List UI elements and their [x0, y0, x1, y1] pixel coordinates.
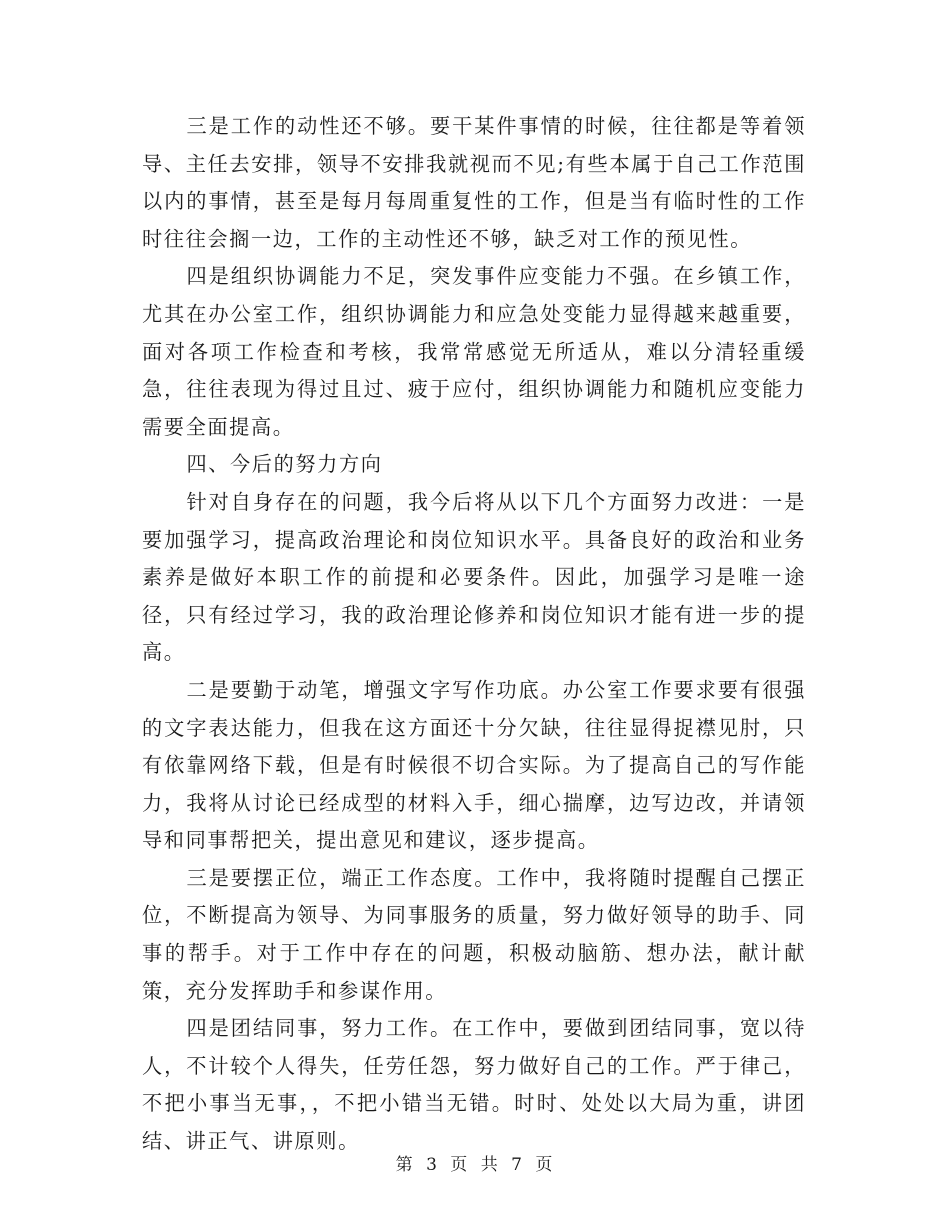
footer-label-total-unit: 页 [535, 1155, 555, 1175]
page-footer [0, 1150, 950, 1175]
paragraph-2: 四是组织协调能力不足，突发事件应变能力不强。在乡镇工作，尤其在办公室工作，组织协调能力和应急处变能力显得越来越重要，面对各项工作检查和考核，我常常感觉无所适从，难以分清轻重缓急，往往表现为得过且过、疲于应付，组织协调能力和随机应变能力需要全面提高。 [142, 264, 806, 439]
paragraph-5: 三是要摆正位，端正工作态度。工作中，我将随时提醒自己摆正位，不断提高为领导、为同事服务的质量，努力做好领导的助手、同事的帮手。对于工作中存在的问题，积极动脑筋、想办法，献计献策，充分发挥助手和参谋作用。 [142, 865, 806, 1003]
paragraph-6: 四是团结同事，努力工作。在工作中，要做到团结同事，宽以待人，不计较个人得失，任劳任怨，努力做好自己的工作。严于律己，不把小事当无事，，不把小错当无错。时时、处处以大局为重，讲团结、讲正气、讲原则。 [142, 1016, 806, 1154]
footer-label-total: 共 [480, 1155, 500, 1175]
section-heading: 四、今后的努力方向 [186, 452, 383, 477]
footer-label-page: 第 [395, 1155, 415, 1175]
paragraph-3: 针对自身存在的问题，我今后将从以下几个方面努力改进：一是要加强学习，提高政治理论和岗位知识水平。具备良好的政治和业务素养是做好本职工作的前提和必要条件。因此，加强学习是唯一途径，只有经过学习，我的政治理论修养和岗位知识才能有进一步的提高。 [142, 489, 806, 665]
paragraph-4: 二是要勤于动笔，增强文字写作功底。办公室工作要求要有很强的文字表达能力，但我在这方面还十分欠缺，往往显得捉襟见肘，只有依靠网络下载，但是有时候很不切合实际。为了提高自己的写作能力，我将从讨论已经成型的材料入手，细心揣摩，边写边改，并请领导和同事帮把关，提出意见和建议，逐步提高。 [142, 677, 806, 853]
footer-current-page: 3 [426, 1155, 439, 1175]
footer-total-pages: 7 [511, 1155, 524, 1175]
paragraph-1: 三是工作的动性还不够。要干某件事情的时候，往往都是等着领导、主任去安排，领导不安排我就视而不见;有些本属于自己工作范围以内的事情，甚至是每月每周重复性的工作，但是当有临时性的工作时往往会搁一边，工作的主动性还不够，缺乏对工作的预见性。 [142, 114, 806, 251]
footer-label-page-unit: 页 [450, 1155, 470, 1175]
document-body [142, 108, 806, 1161]
